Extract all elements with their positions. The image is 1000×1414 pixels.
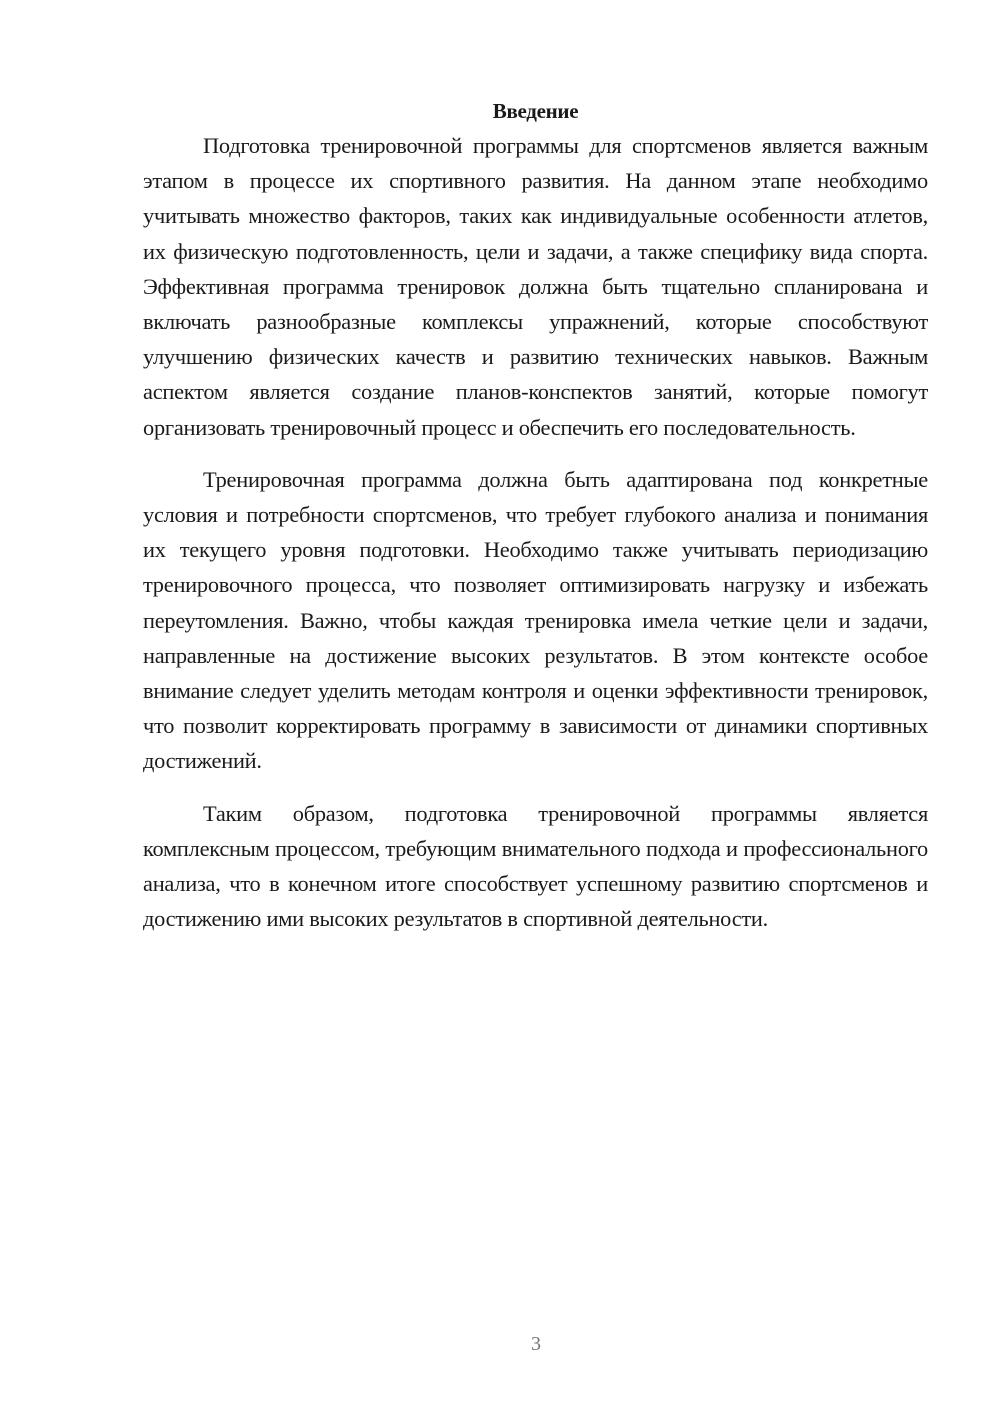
paragraph-3: Таким образом, подготовка тренировочной программы является комплексным процессом, требующим внимательного подхода и профессионального анализа, что в конечном итоге способствует успешному развитию спортсменов и достижению ими высоких результатов в спортивной деятельности. — [143, 800, 928, 932]
page-content — [143, 95, 928, 953]
paragraph-2: Тренировочная программа должна быть адаптирована под конкретные условия и потребности спортсменов, что требует глубокого анализа и понимания их текущего уровня подготовки. Необходимо также учитывать периодизацию тренировочного процесса, что позволяет оптимизировать нагрузку и избежать переутомления. Важно, чтобы каждая тренировка имела четкие цели и задачи, направленные на достижение высоких результатов. В этом контексте особое внимание следует уделить методам контроля и оценки эффективности тренировок, что позволит корректировать программу в зависимости от динамики спортивных достижений. — [143, 466, 928, 774]
page-number: 3 — [531, 1333, 541, 1355]
paragraph-1: Подготовка тренировочной программы для спортсменов является важным этапом в процессе их спортивного развития. На данном этапе необходимо учитывать множество факторов, таких как индивидуальные особенности атлетов, их физическую подготовленность, цели и задачи, а также специфику вида спорта. Эффективная программа тренировок должна быть тщательно спланирована и включать разнообразные комплексы упражнений, которые способствуют улучшению физических качеств и развитию технических навыков. Важным аспектом является создание планов-конспектов занятий, которые помогут организовать тренировочный процесс и обеспечить его последовательность. — [143, 133, 928, 440]
section-heading: Введение — [492, 99, 579, 123]
